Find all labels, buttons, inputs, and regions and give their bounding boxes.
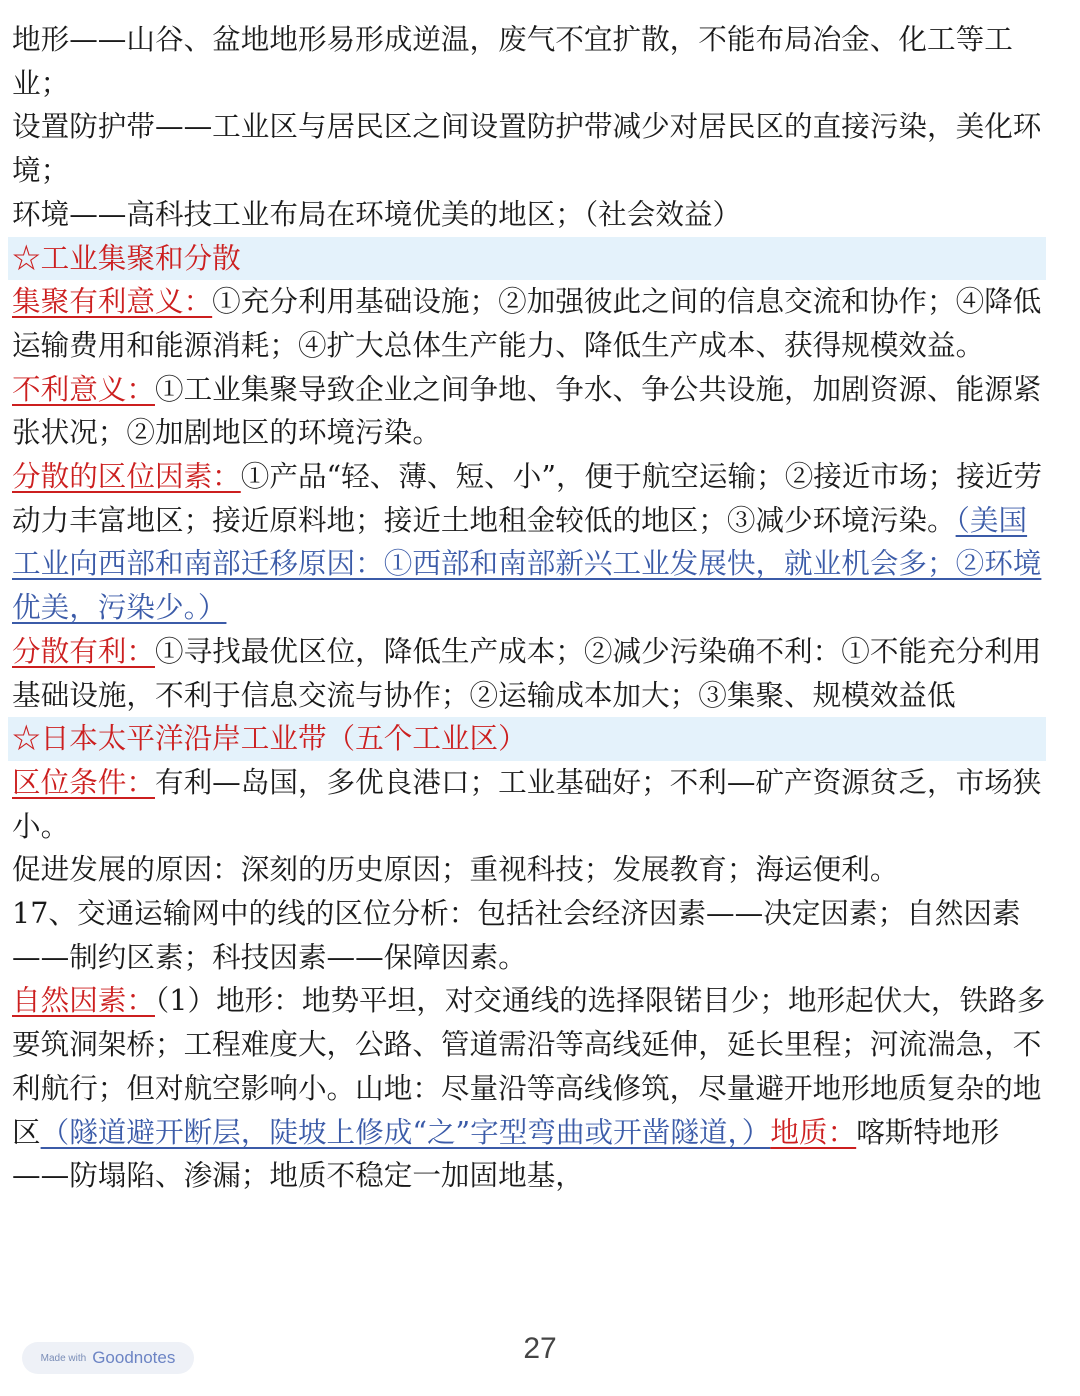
label-geology: 地质：: [770, 1114, 857, 1149]
section-heading-agglomeration: ☆工业集聚和分散: [8, 237, 1046, 281]
document-page: [12, 18, 1052, 1198]
note-tunnel-advice: （隧道避开断层，陡坡上修成“之”字型弯曲或开凿隧道，）: [40, 1114, 771, 1149]
paragraph-disadvantages: [12, 368, 1052, 455]
text-dispersion-factors: ①产品“轻、薄、短、小”，便于航空运输；②接近市场；接近劳动力丰富地区；接近原料地；接近土地租金较低的地区；③减少环境污染。: [12, 459, 1043, 537]
page-number: 27: [523, 1332, 557, 1365]
paragraph-agglomeration-benefits: [12, 280, 1052, 367]
badge-prefix-text: Made with: [40, 1352, 87, 1364]
label-disadvantages: 不利意义：: [12, 371, 155, 406]
text-geology: 喀斯特地形——防塌陷、渗漏；地质不稳定一加固地基，: [12, 1114, 1000, 1193]
text-location-conditions: 有利—岛国，多优良港口；工业基础好；不利—矿产资源贫乏，市场狭小。: [12, 764, 1042, 843]
paragraph-dispersion-factors: [12, 455, 1052, 630]
label-dispersion-factors: 分散的区位因素：: [12, 459, 241, 494]
label-location-conditions: 区位条件：: [12, 764, 155, 799]
paragraph-protection-belt: 设置防护带——工业区与居民区之间设置防护带减少对居民区的直接污染，美化环境；: [12, 109, 1042, 188]
note-us-industry-migration: （美国工业向西部和南部迁移原因：①西部和南部新兴工业发展快，就业机会多；②环境优美，污染少。）: [12, 502, 1042, 625]
text-dispersion-benefits: ①寻找最优区位，降低生产成本；②减少污染确不利：①不能充分利用基础设施，不利于信息交流与协作；②运输成本加大；③集聚、规模效益低: [12, 633, 1042, 712]
text-agglomeration-benefits: ①充分利用基础设施；②加强彼此之间的信息交流和协作；④降低运输费用和能源消耗；④扩大总体生产能力、降低生产成本、获得规模效益。: [12, 284, 1042, 362]
label-natural-factors: 自然因素：: [12, 983, 155, 1018]
text-natural-factors: （1）地形：地势平坦，对交通线的选择限锘目少；地形起伏大，铁路多要筑洞架桥；工程难度大，公路、管道需沿等高线延伸，延长里程；河流湍急，不利航行；但对航空影响小。山地：尽量沿等高线修筑，尽量避开地形地质复杂的地区: [12, 983, 1046, 1149]
paragraph-development-reasons: 促进发展的原因：深刻的历史原因；重视科技；发展教育；海运便利。: [12, 852, 899, 887]
paragraph-natural-factors: [12, 979, 1052, 1198]
paragraph-environment: 环境——高科技工业布局在环境优美的地区；（社会效益）: [12, 196, 742, 231]
badge-brand-text: Goodnotes: [92, 1348, 176, 1367]
paragraph-transport-line-analysis: 17、交通运输网中的线的区位分析：包括社会经济因素——决定因素；自然因素——制约区素；科技因素——保障因素。: [12, 896, 1021, 974]
label-dispersion-benefits: 分散有利：: [12, 633, 155, 668]
label-agglomeration-benefits: 集聚有利意义：: [12, 284, 213, 319]
paragraph-terrain: 地形——山谷、盆地地形易形成逆温，废气不宜扩散，不能布局冶金、化工等工业；: [12, 22, 1013, 100]
section-heading-japan-pacific-belt: ☆日本太平洋沿岸工业带（五个工业区）: [8, 717, 1046, 761]
paragraph-dispersion-benefits: [12, 630, 1052, 717]
text-disadvantages: ①工业集聚导致企业之间争地、争水、争公共设施，加剧资源、能源紧张状况；②加剧地区的环境污染。: [12, 371, 1042, 450]
paragraph-location-conditions: [12, 761, 1052, 848]
